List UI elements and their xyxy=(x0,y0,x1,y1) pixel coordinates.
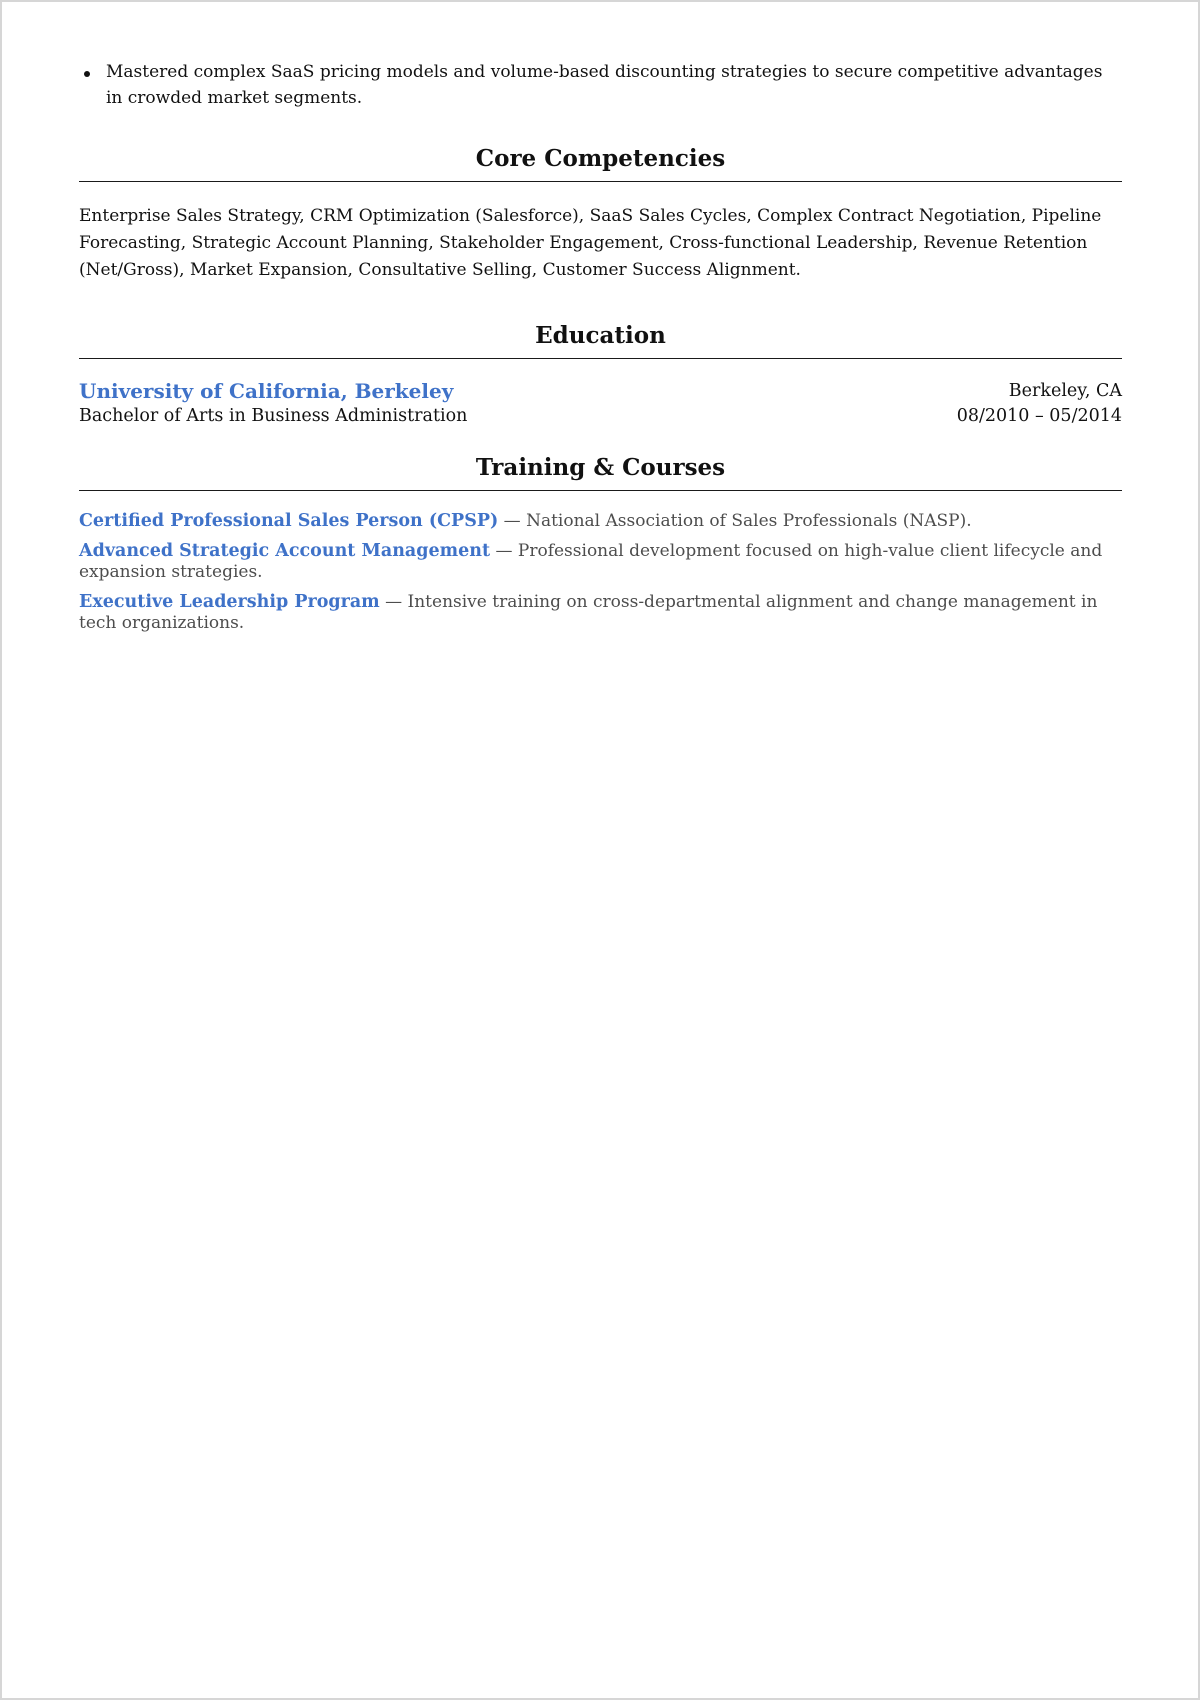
training-item-description: — Intensive training on cross-departmental alignment and change management in tech organizations. xyxy=(79,591,1098,633)
core-competencies-text: Enterprise Sales Strategy, CRM Optimization (Salesforce), SaaS Sales Cycles, Complex Contract Negotiation, Pipeline Forecasting, Strategic Account Planning, Stakeholder Engagement, Cross-functional Leadership, Revenue Retention (Net/Gross), Market Expansion, Consultative Selling, Customer Success Alignment. xyxy=(79,206,1102,280)
education-section xyxy=(79,320,1122,428)
experience-bullet xyxy=(106,60,1122,111)
section-divider xyxy=(79,181,1122,182)
training-item-description: — National Association of Sales Professionals (NASP). xyxy=(498,511,972,531)
section-title-education: Education xyxy=(535,322,666,349)
training-item xyxy=(79,592,1122,635)
training-item-description: — Professional development focused on high-value client lifecycle and expansion strategies. xyxy=(79,540,1103,582)
section-title-core-competencies: Core Competencies xyxy=(475,145,726,172)
training-item-name: Advanced Strategic Account Management xyxy=(79,540,491,561)
school-name: University of California, Berkeley xyxy=(79,379,454,403)
degree-name: Bachelor of Arts in Business Administration xyxy=(79,406,468,426)
education-entry xyxy=(79,379,1122,428)
section-title-training: Training & Courses xyxy=(475,454,726,481)
core-competencies-section xyxy=(79,143,1122,284)
training-item-name: Executive Leadership Program xyxy=(79,591,380,612)
training-item xyxy=(79,511,1122,533)
training-item xyxy=(79,541,1122,584)
bullet-icon xyxy=(84,71,90,77)
training-item-name: Certified Professional Sales Person (CPSP) xyxy=(79,511,499,531)
education-dates: 08/2010 – 05/2014 xyxy=(956,406,1122,426)
section-divider xyxy=(79,358,1122,359)
experience-bullet-list xyxy=(79,60,1122,111)
school-location: Berkeley, CA xyxy=(1008,381,1122,401)
section-divider xyxy=(79,490,1122,491)
training-list xyxy=(79,511,1122,635)
training-courses-section xyxy=(79,452,1122,635)
experience-bullet-text: Mastered complex SaaS pricing models and volume-based discounting strategies to secure competitive advantages in crowded market segments. xyxy=(106,62,1103,108)
